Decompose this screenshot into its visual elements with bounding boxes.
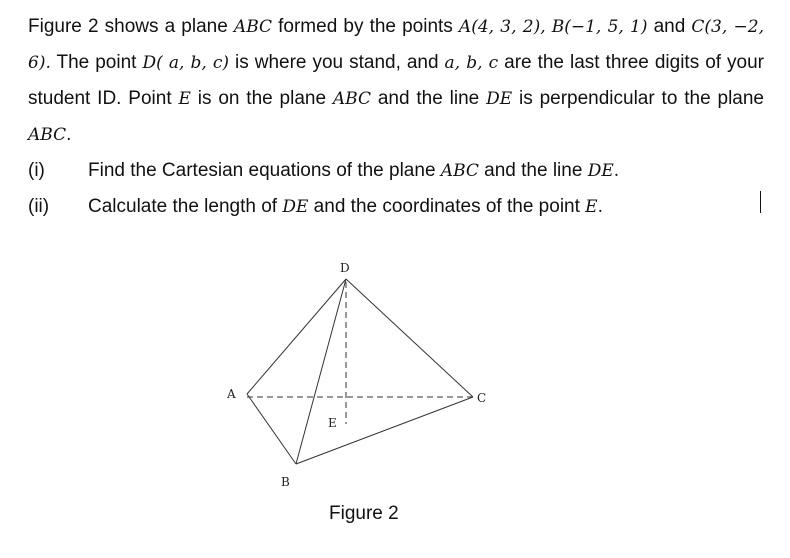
vertex-label-b: B <box>281 475 290 489</box>
vertex-label-d: D <box>340 261 350 275</box>
edge-da <box>247 279 346 394</box>
intro-text: Figure 2 shows a plane <box>28 16 234 37</box>
tetrahedron-figure <box>220 252 500 498</box>
math-point-c: C(3, −2, 6). <box>28 17 764 73</box>
intro-text: is on the plane <box>190 88 333 109</box>
problem-text <box>28 9 764 225</box>
point-label-e: E <box>328 416 337 430</box>
math-point-e: E <box>585 197 598 217</box>
text-cursor <box>760 191 761 213</box>
part-text <box>88 153 619 189</box>
math-point-b: B(−1, 5, 1) <box>551 17 648 37</box>
intro-text: . <box>66 124 72 145</box>
edge-db <box>296 279 346 464</box>
math-line-de: DE <box>486 89 513 109</box>
intro-text: is perpendicular to the plane <box>512 88 764 109</box>
math-variables-abc: a, b, c <box>444 53 499 73</box>
part-text-segment: . <box>613 161 620 181</box>
figure-caption: Figure 2 <box>329 503 399 524</box>
edge-dc <box>346 279 473 397</box>
question-part-i <box>28 153 764 189</box>
intro-text: The point <box>50 52 143 73</box>
math-plane-abc: ABC <box>28 125 67 145</box>
intro-text: and the line <box>371 88 487 109</box>
part-number: (i) <box>28 160 45 181</box>
math-plane-abc: ABC <box>332 89 371 109</box>
vertex-label-a: A <box>227 387 236 401</box>
edge-ab <box>247 394 296 464</box>
math-point-e: E <box>178 89 191 109</box>
problem-intro <box>28 9 764 153</box>
math-point-a: A(4, 3, 2), <box>458 17 546 37</box>
part-text-segment: . <box>597 197 603 217</box>
math-line-de: DE <box>282 197 309 217</box>
math-point-d: D( a, b, c) <box>142 53 230 73</box>
intro-text: are the last three digits of your student ID. Point <box>28 52 764 109</box>
part-number: (ii) <box>28 196 50 217</box>
intro-text: and <box>647 16 692 37</box>
part-text-segment: and the line <box>478 160 588 181</box>
math-line-de: DE <box>587 161 614 181</box>
intro-text: is where you stand, and <box>229 52 445 73</box>
part-text-segment: Find the Cartesian equations of the plane <box>88 160 441 181</box>
edge-bc <box>296 397 473 464</box>
question-part-ii <box>28 189 764 225</box>
part-text-segment: Calculate the length of <box>88 196 283 217</box>
part-text <box>88 189 603 225</box>
part-text-segment: and the coordinates of the point <box>308 196 586 217</box>
math-plane-abc: ABC <box>440 161 479 181</box>
math-plane-abc: ABC <box>233 17 273 37</box>
vertex-label-c: C <box>477 391 487 405</box>
intro-text: formed by the points <box>272 16 459 37</box>
